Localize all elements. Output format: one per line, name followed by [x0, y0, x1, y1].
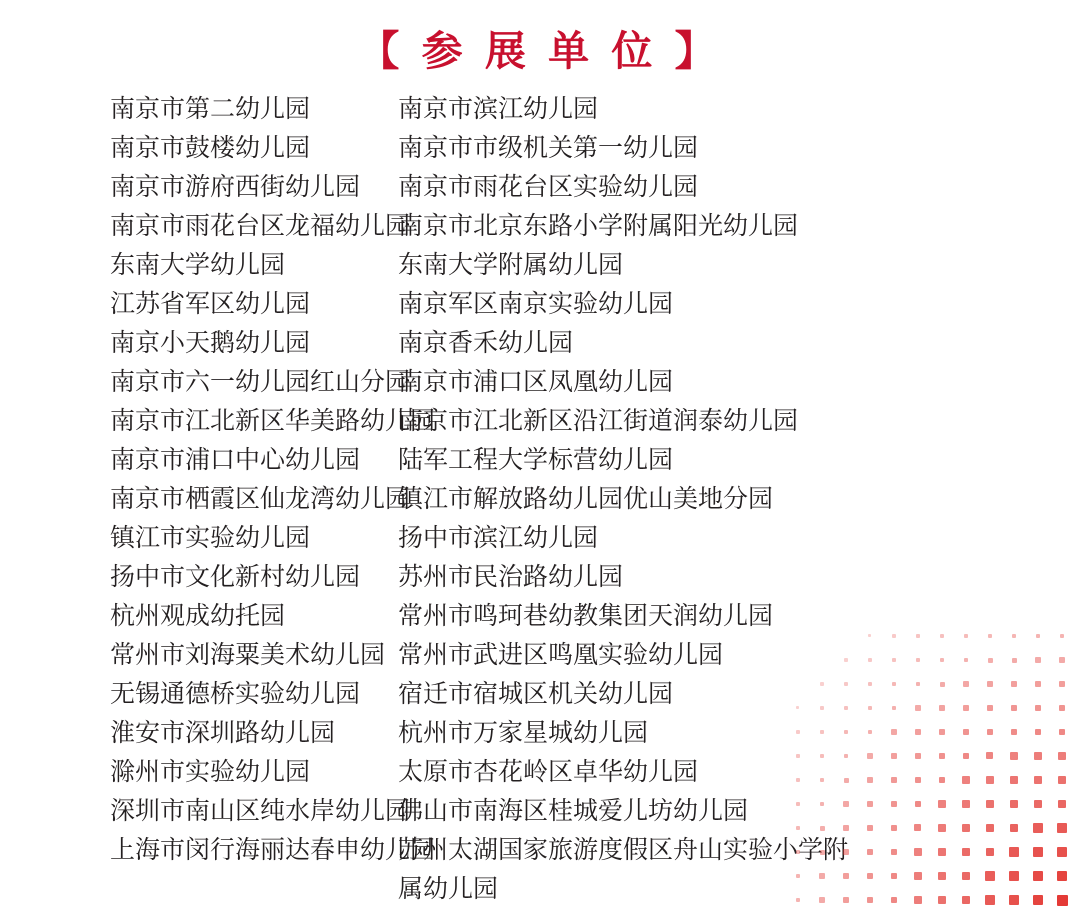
list-item: 南京市雨花台区实验幼儿园	[398, 174, 699, 201]
list-item: 南京市第二幼儿园	[110, 96, 311, 123]
list-item: 南京香禾幼儿园	[398, 330, 574, 357]
list-item: 江苏省军区幼儿园	[110, 291, 311, 318]
list-item: 滁州市实验幼儿园	[110, 759, 311, 786]
list-item: 南京市游府西街幼儿园	[110, 174, 361, 201]
list-item: 南京市浦口中心幼儿园	[110, 447, 361, 474]
list-item: 淮安市深圳路幼儿园	[110, 720, 336, 747]
list-item: 南京市雨花台区龙福幼儿园	[110, 213, 411, 240]
list-item: 太原市杏花岭区卓华幼儿园	[398, 759, 699, 786]
list-item: 南京市市级机关第一幼儿园	[398, 135, 699, 162]
list-item: 宿迁市宿城区机关幼儿园	[398, 681, 674, 708]
list-item: 扬中市滨江幼儿园	[398, 525, 599, 552]
list-item: 南京市浦口区凤凰幼儿园	[398, 369, 674, 396]
list-item: 东南大学幼儿园	[110, 252, 286, 279]
list-item: 苏州市民治路幼儿园	[398, 564, 624, 591]
list-item: 南京市江北新区华美路幼儿园	[110, 408, 436, 435]
list-item: 南京市北京东路小学附属阳光幼儿园	[398, 213, 799, 240]
list-item: 杭州市万家星城幼儿园	[398, 720, 649, 747]
list-item: 上海市闵行海丽达春申幼儿园	[110, 837, 436, 864]
list-item: 南京市鼓楼幼儿园	[110, 135, 311, 162]
list-item: 南京小天鹅幼儿园	[110, 330, 311, 357]
list-item: 南京军区南京实验幼儿园	[398, 291, 674, 318]
list-item: 南京市滨江幼儿园	[398, 96, 599, 123]
list-item: 镇江市实验幼儿园	[110, 525, 311, 552]
list-item: 杭州观成幼托园	[110, 603, 286, 630]
exhibitor-column-left	[0, 90, 436, 909]
exhibitor-list	[0, 90, 1080, 909]
list-item: 南京市江北新区沿江街道润泰幼儿园	[398, 408, 799, 435]
list-item: 无锡通德桥实验幼儿园	[110, 681, 361, 708]
exhibitor-column-right	[398, 90, 1080, 909]
list-item: 陆军工程大学标营幼儿园	[398, 447, 674, 474]
list-item: 苏州太湖国家旅游度假区舟山实验小学附属幼儿园	[398, 837, 849, 903]
list-item: 深圳市南山区纯水岸幼儿园	[110, 798, 411, 825]
list-item: 扬中市文化新村幼儿园	[110, 564, 361, 591]
list-item: 常州市鸣珂巷幼教集团天润幼儿园	[398, 603, 774, 630]
list-item: 南京市栖霞区仙龙湾幼儿园	[110, 486, 411, 513]
list-item: 南京市六一幼儿园红山分园	[110, 369, 411, 396]
list-item: 常州市刘海粟美术幼儿园	[110, 642, 386, 669]
list-item: 常州市武进区鸣凰实验幼儿园	[398, 642, 724, 669]
list-item: 佛山市南海区桂城爱儿坊幼儿园	[398, 798, 749, 825]
list-item: 镇江市解放路幼儿园优山美地分园	[398, 486, 774, 513]
page-title: 【 参 展 单 位 】	[358, 28, 722, 74]
list-item: 东南大学附属幼儿园	[398, 252, 624, 279]
